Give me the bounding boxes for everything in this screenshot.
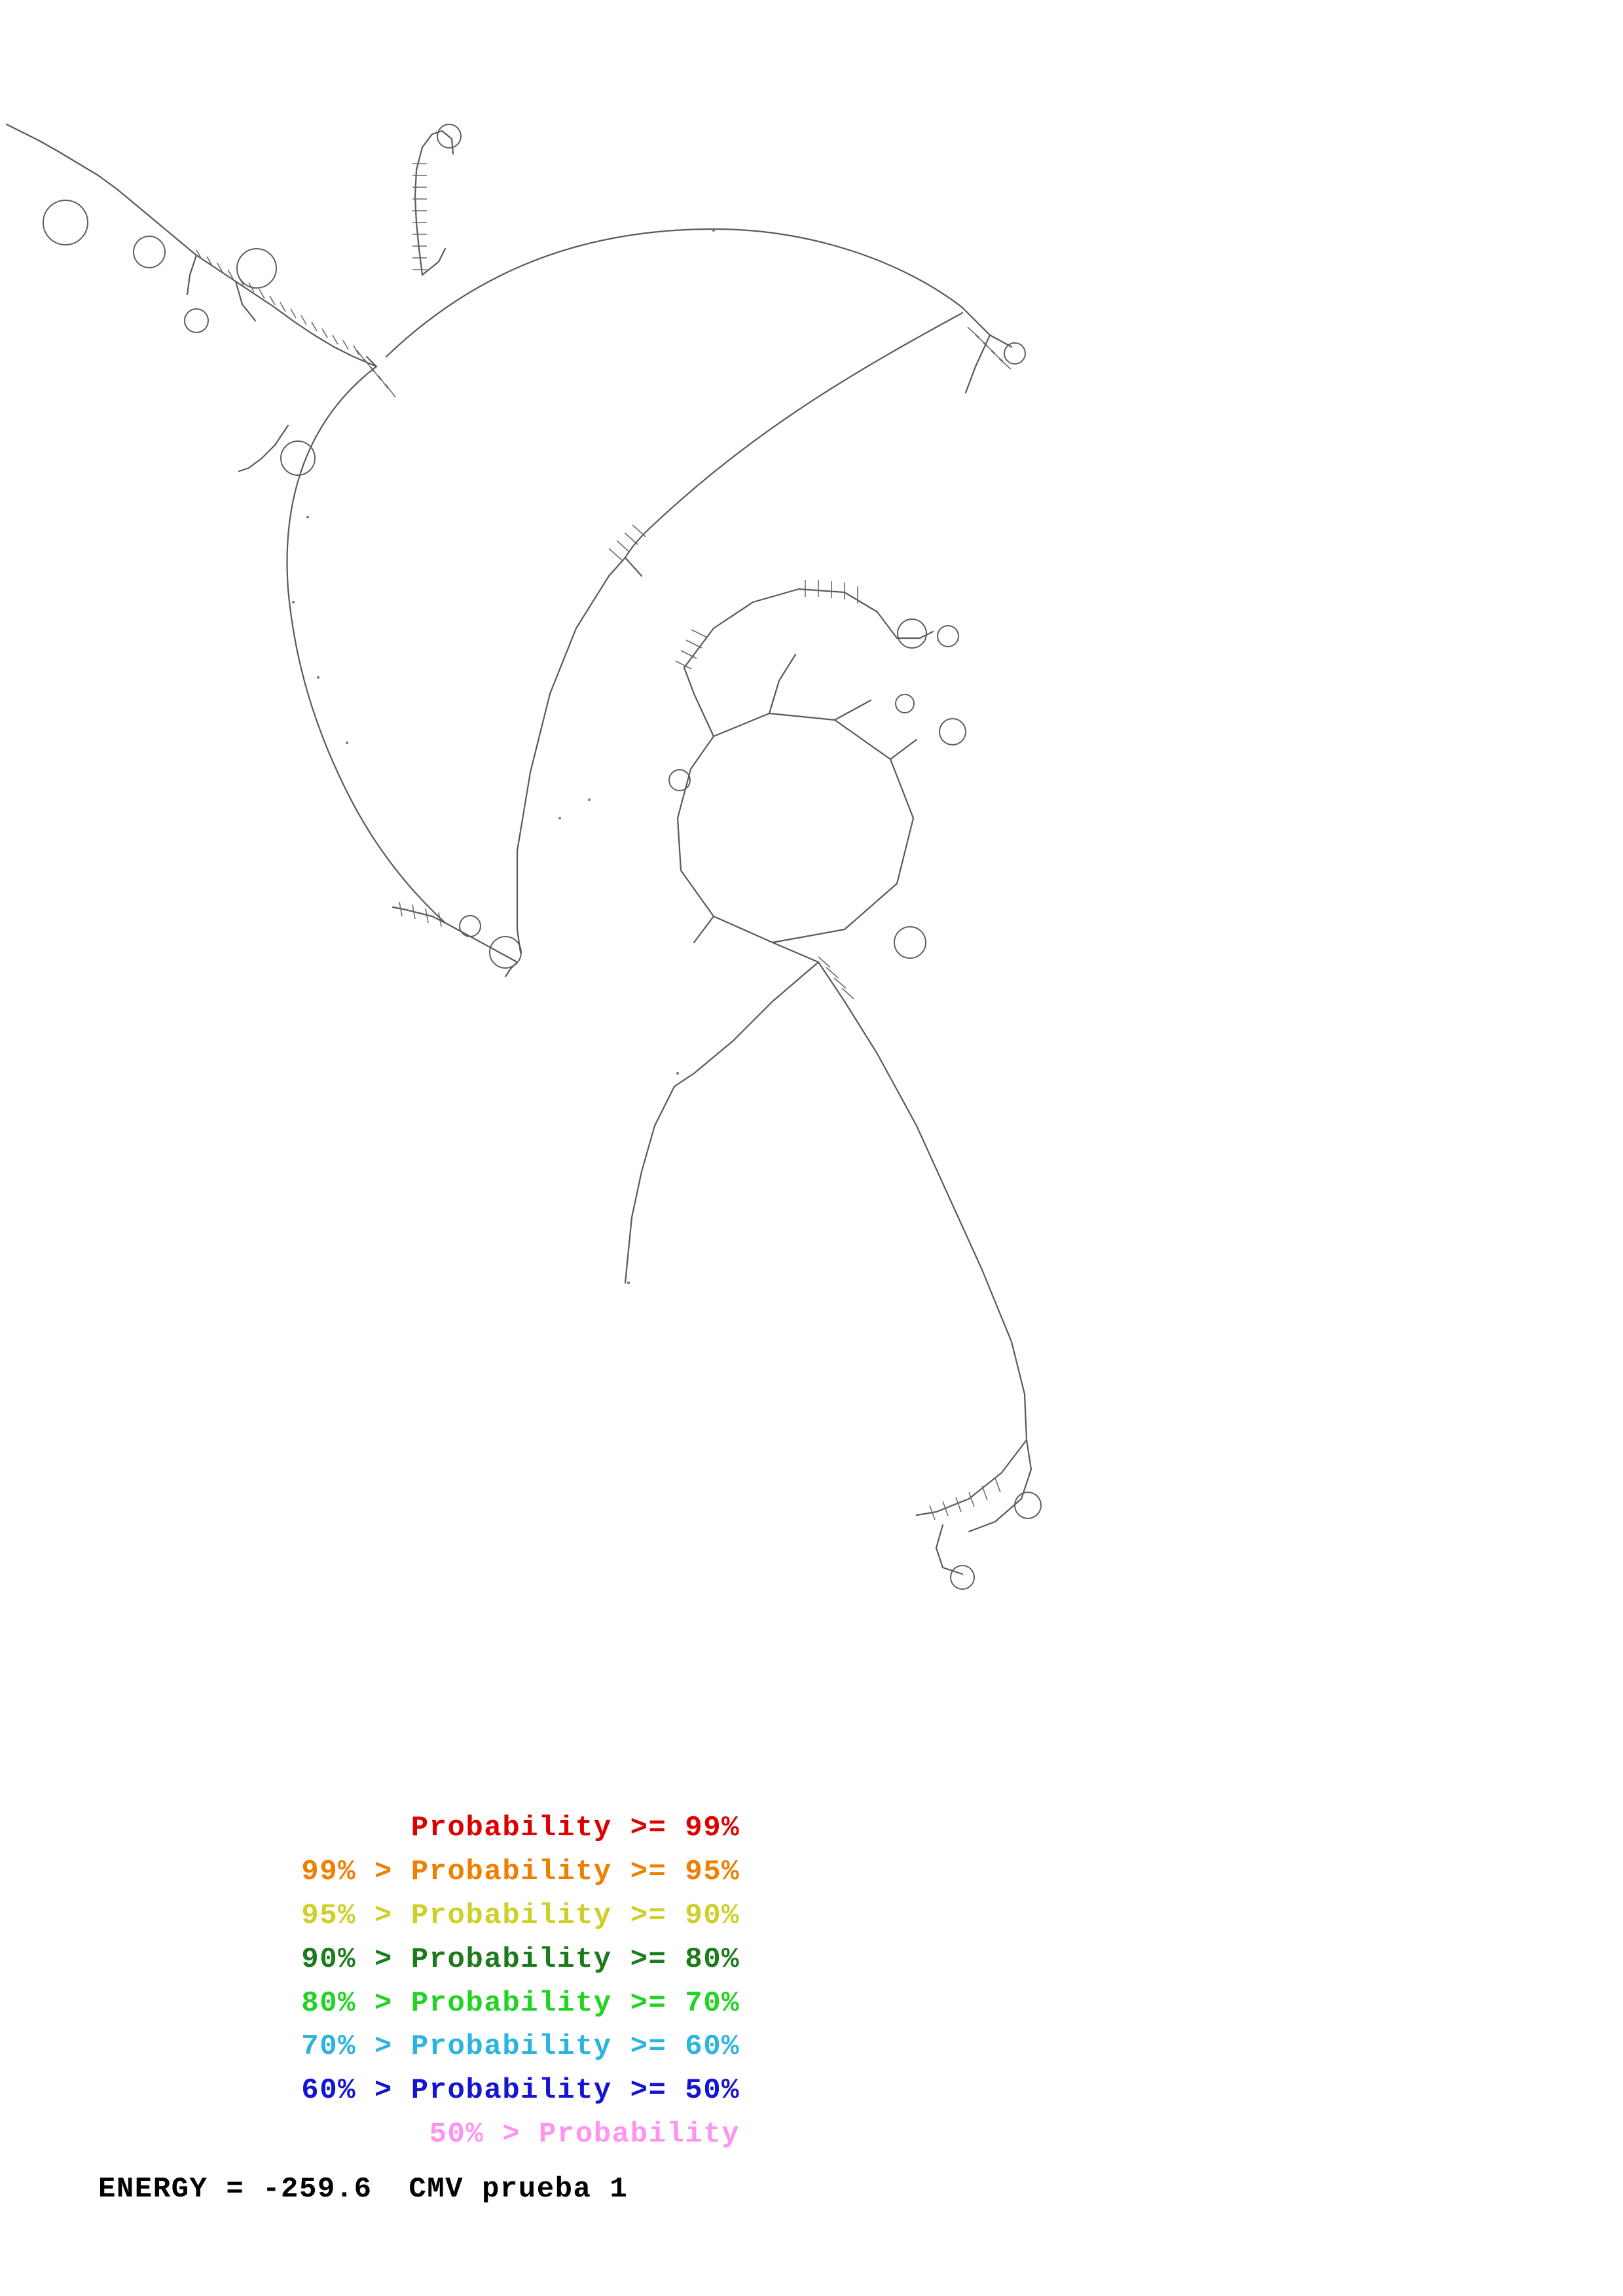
legend-row-60: 70% > Probability >= 60% (301, 2030, 740, 2064)
nucleotide-marks (292, 229, 715, 1284)
energy-label: ENERGY = -259.6 CMV prueba 1 (98, 2173, 629, 2206)
loop-circles (43, 124, 1041, 1589)
probability-legend (98, 1806, 884, 2157)
legend-row-80: 90% > Probability >= 80% (301, 1943, 740, 1976)
legend-row-99: Probability >= 99% (410, 1812, 740, 1844)
legend-row-95: 99% > Probability >= 95% (301, 1855, 740, 1888)
structure-backbone (7, 124, 1031, 1574)
legend-row-50: 60% > Probability >= 50% (301, 2074, 740, 2108)
legend-row-90: 95% > Probability >= 90% (301, 1899, 740, 1932)
legend-row-70: 80% > Probability >= 70% (301, 1986, 740, 2020)
legend-row-below-50: 50% > Probability (429, 2118, 740, 2151)
base-pair-ladders (196, 164, 1011, 1520)
